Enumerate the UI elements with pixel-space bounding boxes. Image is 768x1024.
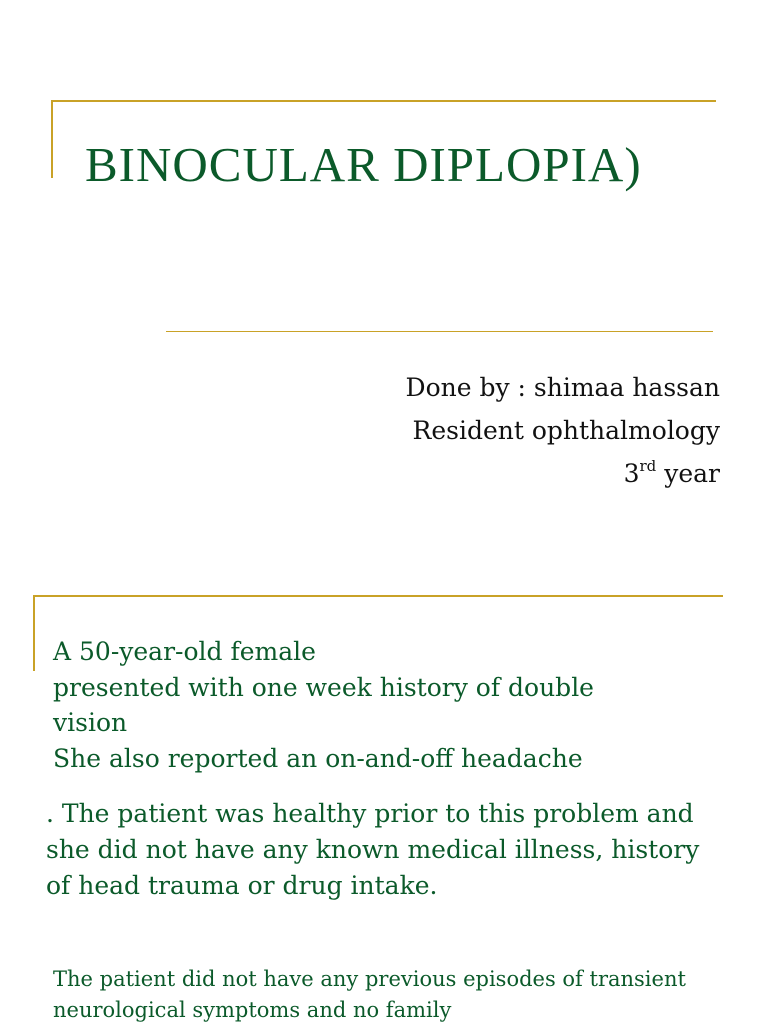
slide-title: BINOCULAR DIPLOPIA) (85, 137, 642, 192)
top-accent-rule (51, 100, 716, 102)
presenter-info (406, 366, 720, 495)
case-line-1: A 50-year-old female (53, 637, 316, 666)
left-accent-rule (51, 100, 53, 178)
case-line-4: She also reported an on-and-off headache (53, 743, 583, 773)
case-history-paragraph: . The patient was healthy prior to this problem and she did not have any known medical illness, history of head trauma or drug intake. (46, 799, 700, 900)
case-line-2: presented with one week history of double (53, 672, 594, 702)
author-line: Done by : shimaa hassan (405, 373, 720, 402)
case-slide (0, 560, 768, 1024)
case-top-accent-rule (33, 595, 723, 597)
role-line: Resident ophthalmology (412, 416, 720, 445)
case-left-accent-rule (33, 595, 35, 671)
case-line-3: vision (53, 708, 128, 737)
subtitle-divider-rule (166, 331, 713, 332)
case-neuro-paragraph: The patient did not have any previous episodes of transient neurological symptoms and no family (53, 967, 686, 1022)
year-suffix: rd (639, 457, 657, 475)
year-number: 3 (623, 459, 640, 488)
year-word: year (656, 459, 720, 488)
case-intro (53, 634, 713, 776)
year-line (406, 452, 720, 495)
